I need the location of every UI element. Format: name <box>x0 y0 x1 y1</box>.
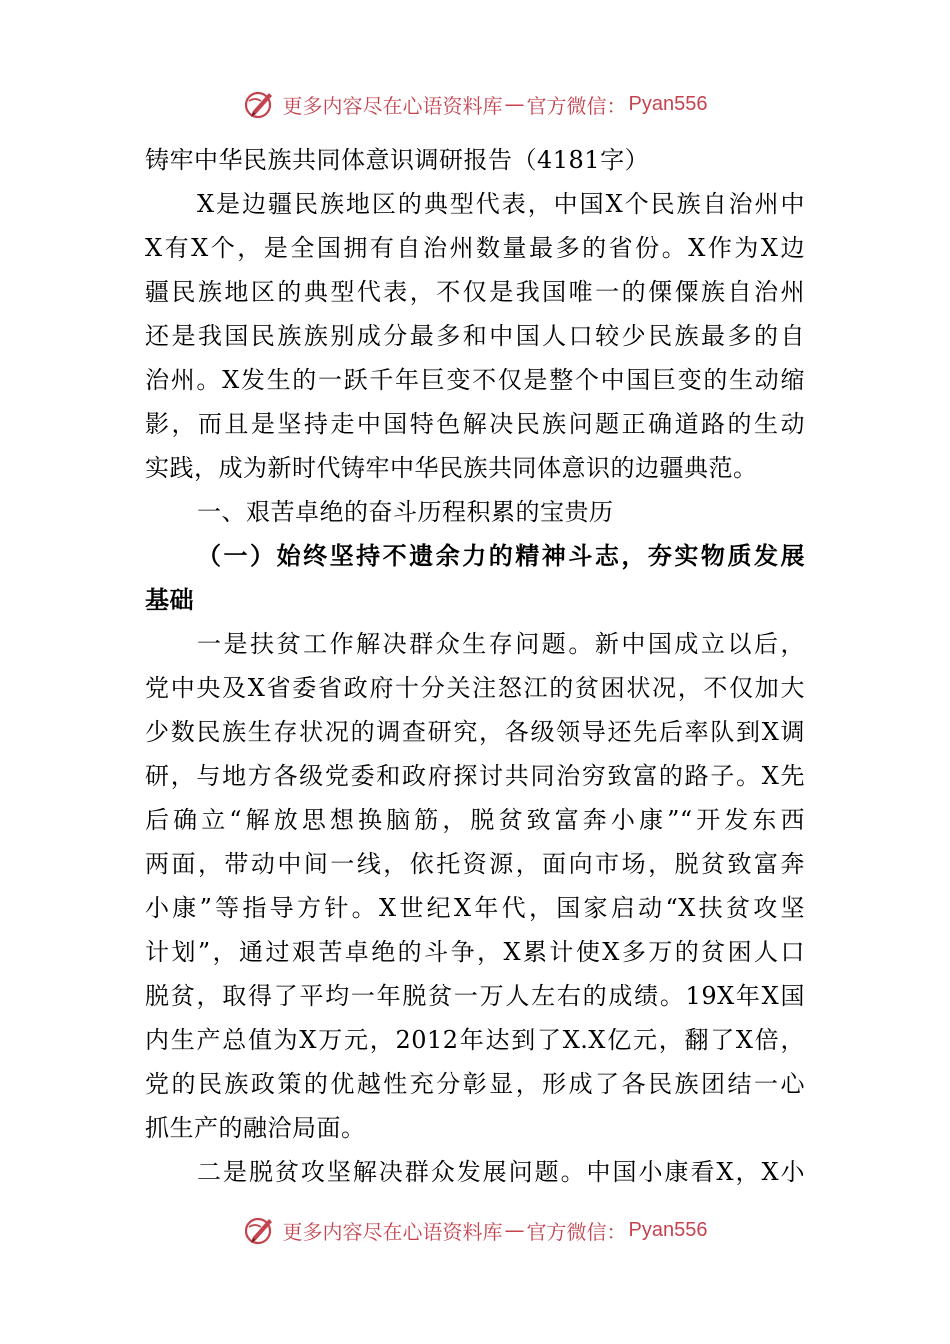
intro-line: X有X个，是全国拥有自治州数量最多的省份。X作为X边 <box>145 234 805 262</box>
intro-line: X是边疆民族地区的典型代表，中国X个民族自治州中 <box>197 190 805 218</box>
paragraph1-line: 党中央及X省委省政府十分关注怒江的贫困状况，不仅加大 <box>145 674 805 702</box>
paragraph1-line: 党的民族政策的优越性充分彰显，形成了各民族团结一心 <box>145 1070 805 1098</box>
document-body <box>145 138 805 1194</box>
banner-wechat-id: Pyan556 <box>628 92 708 115</box>
banner-wechat-label: 官方微信： <box>526 1219 627 1244</box>
paragraph1-line: 后确立“解放思想换脑筋，脱贫致富奔小康”“开发东西 <box>145 806 805 834</box>
banner-separator: — <box>504 1218 525 1242</box>
document-title: 铸牢中华民族共同体意识调研报告（4181字） <box>145 146 650 174</box>
banner-wechat-id: Pyan556 <box>628 1218 708 1241</box>
paragraph1-line: 少数民族生存状况的调查研究，各级领导还先后率队到X调 <box>145 718 805 746</box>
header-banner <box>0 84 950 124</box>
footer-banner <box>0 1210 950 1250</box>
subsection-heading: （一）始终坚持不遗余力的精神斗志，夯实物质发展 <box>197 541 805 570</box>
paragraph1-line: 内生产总值为X万元，2012年达到了X.X亿元，翻了X倍， <box>145 1026 805 1054</box>
banner-text: 更多内容尽在心语资料库 <box>282 1219 503 1244</box>
paragraph2-line: 二是脱贫攻坚解决群众发展问题。中国小康看X，X小 <box>197 1158 805 1186</box>
paragraph1-line: 计划”，通过艰苦卓绝的斗争，X累计使X多万的贫困人口 <box>145 938 805 966</box>
banner-wechat-label: 官方微信： <box>526 93 627 118</box>
paragraph1-line: 脱贫，取得了平均一年脱贫一万人左右的成绩。19X年X国 <box>145 982 805 1010</box>
intro-line: 疆民族地区的典型代表，不仅是我国唯一的傈僳族自治州 <box>145 278 805 306</box>
section-heading: 一、艰苦卓绝的奋斗历程积累的宝贵历 <box>197 498 614 526</box>
pen-logo-icon <box>243 1213 277 1247</box>
paragraph1-line: 一是扶贫工作解决群众生存问题。新中国成立以后， <box>197 630 805 658</box>
pen-logo-icon <box>243 87 277 121</box>
paragraph1-line: 抓生产的融洽局面。 <box>145 1114 366 1142</box>
paragraph1-line: 小康”等指导方针。X世纪X年代，国家启动“X扶贫攻坚 <box>145 894 805 922</box>
subsection-heading: 基础 <box>145 585 194 614</box>
paragraph1-line: 研，与地方各级党委和政府探讨共同治穷致富的路子。X先 <box>145 762 805 790</box>
banner-separator: — <box>504 92 525 116</box>
intro-line: 还是我国民族族别成分最多和中国人口较少民族最多的自 <box>145 322 805 350</box>
intro-line: 影，而且是坚持走中国特色解决民族问题正确道路的生动 <box>145 410 805 438</box>
banner-text: 更多内容尽在心语资料库 <box>282 93 503 118</box>
intro-line: 实践，成为新时代铸牢中华民族共同体意识的边疆典范。 <box>145 454 758 482</box>
intro-line: 治州。X发生的一跃千年巨变不仅是整个中国巨变的生动缩 <box>145 366 805 394</box>
paragraph1-line: 两面，带动中间一线，依托资源，面向市场，脱贫致富奔 <box>145 850 805 878</box>
